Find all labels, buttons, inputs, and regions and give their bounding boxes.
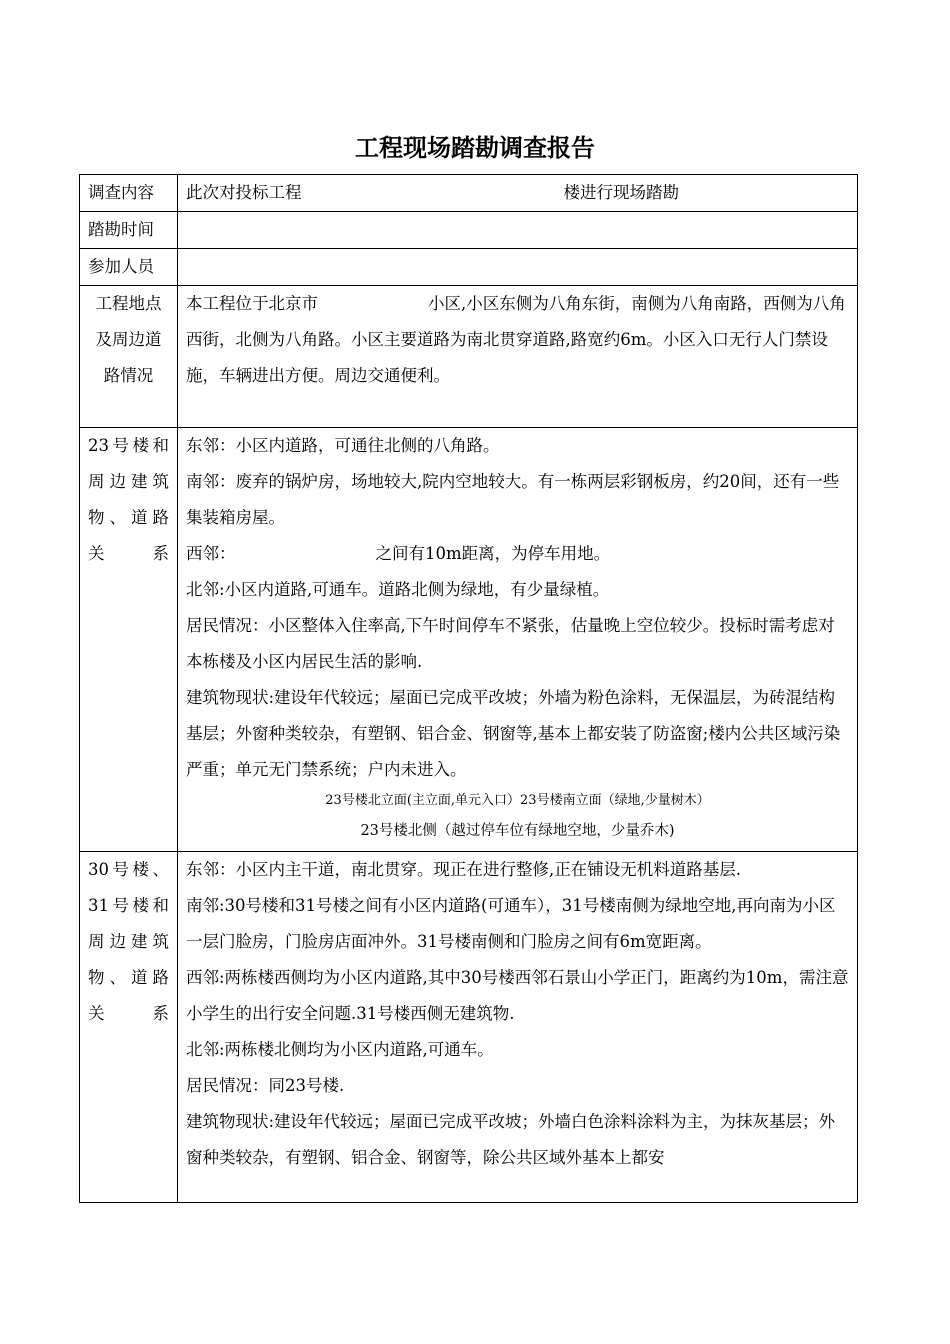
- survey-content-text-b: 楼进行现场踏勘: [563, 183, 679, 202]
- building30-status: 建筑物现状:建设年代较远；屋面已完成平改坡；外墙白色涂料涂料为主，为抹灰基层；外窗种类较杂，有塑钢、铝合金、钢窗等，除公共区域外基本上都安: [186, 1112, 836, 1167]
- value-building23: [178, 428, 858, 852]
- building23-east: 东邻：小区内道路，可通往北侧的八角路。: [186, 436, 500, 455]
- survey-report-table: [79, 174, 858, 1203]
- building30-east: 东邻：小区内主干道，南北贯穿。现正在进行整修,正在铺设无机料道路基层.: [186, 860, 741, 879]
- building23-south: 南邻：废弃的锅炉房，场地较大,院内空地较大。有一栋两层彩钢板房，约20间，还有一些集装箱房屋。: [186, 472, 840, 527]
- table-row-survey-time: [80, 212, 858, 249]
- label-building23: 23号楼和周边建筑物、道路关系: [80, 428, 178, 852]
- label-survey-time: 踏勘时间: [80, 212, 178, 249]
- table-row-survey-content: [80, 175, 858, 212]
- building30-south: 南邻:30号楼和31号楼之间有小区内道路(可通车），31号楼南侧为绿地空地,再向南为小区一层门脸房，门脸房店面冲外。31号楼南侧和门脸房之间有6m宽距离。: [186, 896, 836, 951]
- label-building30: 30号楼、31号楼和周边建筑物、道路关系: [80, 852, 178, 1203]
- location-text-a: 本工程位于北京市: [186, 294, 318, 313]
- building23-north: 北邻:小区内道路,可通车。道路北侧为绿地，有少量绿植。: [186, 580, 610, 599]
- table-row-building30: [80, 852, 858, 1203]
- label-location: 工程地点及周边道路情况: [80, 286, 178, 428]
- building23-status: 建筑物现状:建设年代较远；屋面已完成平改坡；外墙为粉色涂料，无保温层，为砖混结构基层；外窗种类较杂，有塑钢、铝合金、钢窗等,基本上都安装了防盗窗;楼内公共区域污染严重；单元无门禁系统；户内未进入。: [186, 688, 841, 779]
- building23-west-b: 之间有10m距离，为停车用地。: [375, 544, 611, 563]
- value-survey-content: [178, 175, 858, 212]
- label-participants: 参加人员: [80, 249, 178, 286]
- building23-west-a: 西邻：: [186, 544, 236, 563]
- building23-photo-caption-2: 23号楼北侧（越过停车位有绿地空地，少量乔木): [360, 823, 675, 839]
- building23-residents: 居民情况：小区整体入住率高,下午时间停车不紧张，估量晚上空位较少。投标时需考虑对本栋楼及小区内居民生活的影响.: [186, 616, 835, 671]
- label-survey-content: 调查内容: [80, 175, 178, 212]
- table-row-building23: [80, 428, 858, 852]
- value-building30: [178, 852, 858, 1203]
- survey-content-text-a: 此次对投标工程: [186, 183, 302, 202]
- building30-residents: 居民情况：同23号楼.: [186, 1076, 345, 1095]
- building30-north: 北邻:两栋楼北侧均为小区内道路,可通车。: [186, 1040, 494, 1059]
- table-row-participants: [80, 249, 858, 286]
- value-location: [178, 286, 858, 428]
- building23-west: [186, 536, 849, 572]
- value-participants: [178, 249, 858, 286]
- location-text-b: 小区,小区东侧为八角东街，南侧为八角南路，西侧为八角西街，北侧为八角路。小区主要道路为南北贯穿道路,路宽约6m。小区入口无行人门禁设施，车辆进出方便。周边交通便利。: [186, 294, 846, 385]
- building23-photo-caption-1: 23号楼北立面(主立面,单元入口）23号楼南立面（绿地,少量树木）: [325, 793, 710, 808]
- building30-west: 西邻:两栋楼西侧均为小区内道路,其中30号楼西邻石景山小学正门，距离约为10m，需注意小学生的出行安全问题.31号楼西侧无建筑物.: [186, 968, 849, 1023]
- value-survey-time: [178, 212, 858, 249]
- table-row-location: [80, 286, 858, 428]
- page-title: 工程现场踏勘调查报告: [355, 134, 595, 162]
